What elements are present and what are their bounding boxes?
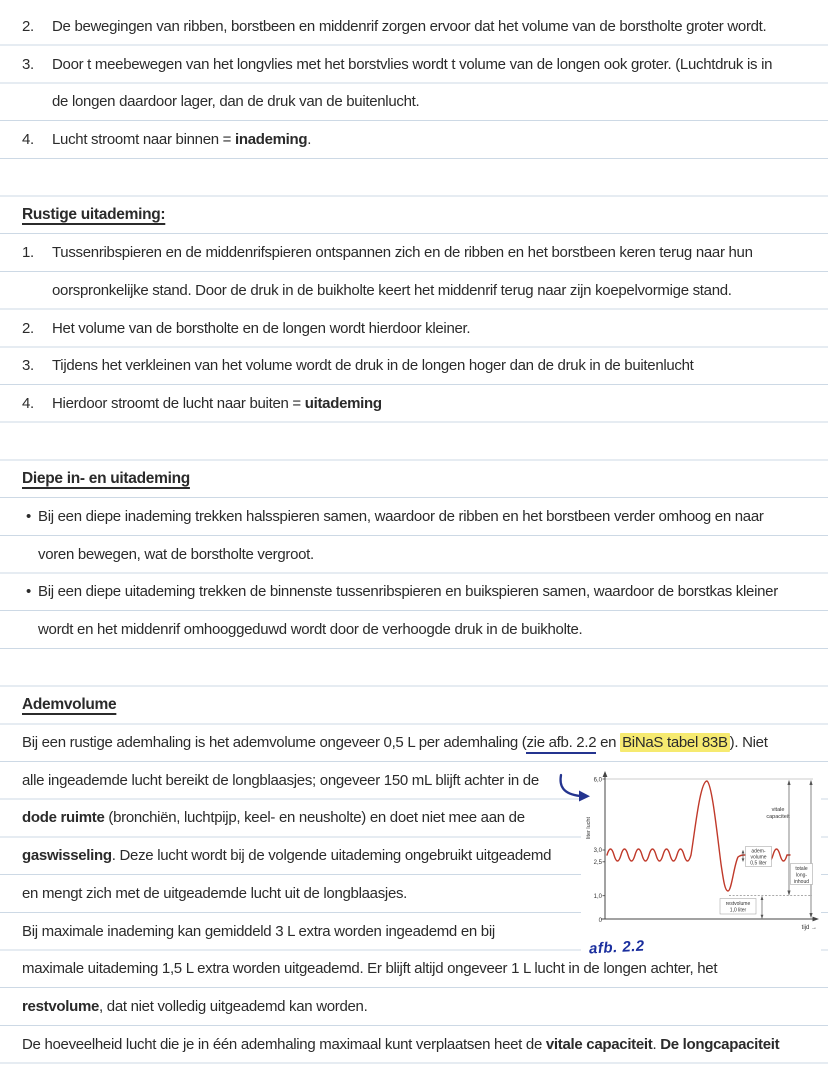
vitale-capaciteit-label: capaciteit xyxy=(766,814,790,820)
text-segment: maximale uitademing 1,5 L extra worden uitgeademd. Er blijft altijd ongeveer 1 L lucht in de longen achter, het xyxy=(22,960,718,978)
list-number: 4. xyxy=(22,394,34,412)
list-item xyxy=(0,8,828,46)
text-line xyxy=(0,799,599,837)
y-axis-title: liter lucht xyxy=(586,816,592,839)
text-segment: De longcapaciteit xyxy=(660,1035,780,1053)
text-line xyxy=(0,272,828,310)
notes-text xyxy=(0,8,828,1086)
list-number: 3. xyxy=(22,55,34,73)
text-segment: wordt en het middenrif omhooggeduwd wordt door de verhoogde druk in de buikholte. xyxy=(38,621,583,638)
text-segment: de longen daardoor lager, dan de druk van de buitenlucht. xyxy=(52,93,420,111)
text-line xyxy=(0,724,828,762)
x-axis-title: tijd → xyxy=(801,925,817,931)
list-item xyxy=(0,121,828,159)
text-segment: . xyxy=(652,1035,661,1053)
text-segment: vitale capaciteit xyxy=(545,1035,653,1053)
list-number: 3. xyxy=(22,357,34,375)
text-segment: Door t meebewegen van het longvlies met het borstvlies wordt t volume van de longen ook groter. (Luchtdruk is in xyxy=(52,55,773,73)
text-line xyxy=(0,762,599,800)
text-segment: dode ruimte xyxy=(22,809,105,827)
text-line xyxy=(0,950,828,988)
text-segment: en xyxy=(596,734,621,752)
text-segment: Diepe in- en uitademing xyxy=(22,470,190,488)
text-segment: Rustige uitademing: xyxy=(22,206,166,224)
list-item xyxy=(0,498,828,536)
y-tick-label: 0 xyxy=(598,917,602,924)
list-item xyxy=(0,46,828,84)
text-segment: (bronchiën, luchtpijp, keel- en neusholte) en doet niet mee aan de xyxy=(104,809,525,827)
text-segment: De bewegingen van ribben, borstbeen en middenrif zorgen ervoor dat het volume van de borstholte groter wordt. xyxy=(52,18,767,35)
totale-longinhoud-label: inhoud xyxy=(793,879,810,885)
text-segment: gaswisseling xyxy=(22,847,112,865)
text-segment: , dat niet volledig uitgeademd kan worden. xyxy=(99,997,368,1015)
text-line xyxy=(0,611,828,649)
blank-line xyxy=(0,1063,828,1086)
text-segment: Bij maximale inademing kan gemiddeld 3 L extra worden ingeademd en bij xyxy=(22,922,495,940)
blank-line xyxy=(0,649,828,687)
list-item xyxy=(0,234,828,272)
text-segment: . Deze lucht wordt bij de volgende uitademing ongebruikt uitgeademd xyxy=(111,847,552,865)
y-tick-label: 3,0 xyxy=(593,848,602,855)
text-segment: Hierdoor stroomt de lucht naar buiten = xyxy=(52,394,305,412)
section-heading xyxy=(0,460,828,498)
y-tick-label: 2,5 xyxy=(593,860,602,866)
list-number: 4. xyxy=(22,131,34,149)
text-segment: ). Niet xyxy=(729,734,768,752)
list-item xyxy=(0,347,828,385)
figure-caption: afb. 2.2 xyxy=(588,937,646,958)
totale-longinhoud-label: totale xyxy=(795,866,808,872)
restvolume-label: 1,0 liter xyxy=(729,907,747,914)
y-tick-label: 6,0 xyxy=(593,777,602,784)
text-line xyxy=(0,837,599,875)
text-segment: Bij een diepe inademing trekken halsspieren samen, waardoor de ribben en het borstbeen verder omhoog en naar xyxy=(38,507,764,525)
text-segment: Bij een diepe uitademing trekken de binnenste tussenribspieren en buikspieren samen, waardoor de borstkas kleiner xyxy=(38,583,778,601)
text-line xyxy=(0,988,828,1026)
list-item xyxy=(0,573,828,611)
text-line xyxy=(0,913,599,951)
list-number: 2. xyxy=(22,18,34,35)
bullet-icon: • xyxy=(26,583,31,601)
list-item xyxy=(0,310,828,348)
blank-line xyxy=(0,423,828,461)
text-segment: . xyxy=(307,131,312,149)
text-segment: en mengt zich met de uitgeademde lucht uit de longblaasjes. xyxy=(22,884,408,902)
text-segment: restvolume xyxy=(22,997,100,1015)
text-line xyxy=(0,536,828,574)
totale-longinhoud-label: long- xyxy=(795,872,808,879)
text-segment: De hoeveelheid lucht die je in één ademhaling maximaal kunt verplaatsen heet de xyxy=(22,1035,546,1053)
text-segment: voren bewegen, wat de borstholte vergroot. xyxy=(38,545,314,563)
text-segment: Lucht stroomt naar binnen = xyxy=(52,131,235,149)
text-segment: Tijdens het verkleinen van het volume wordt de druk in de longen hoger dan de druk in de buitenlucht xyxy=(52,357,694,375)
y-tick-label: 1,0 xyxy=(593,893,602,900)
text-segment: Tussenribspieren en de middenrifspieren ontspannen zich en de ribben en het borstbeen keren terug naar hun xyxy=(52,244,753,262)
bullet-icon: • xyxy=(26,507,31,525)
list-item xyxy=(0,385,828,423)
text-line xyxy=(0,83,828,121)
text-segment: Het volume van de borstholte en de longen wordt hierdoor kleiner. xyxy=(52,319,471,337)
text-segment: Ademvolume xyxy=(22,696,117,714)
blank-line xyxy=(0,159,828,197)
highlighted-text: BiNaS tabel 83B xyxy=(622,734,728,752)
restvolume-label: restvolume xyxy=(725,900,751,907)
text-segment: Bij een rustige ademhaling is het ademvolume ongeveer 0,5 L per ademhaling ( xyxy=(22,734,527,752)
text-segment: uitademing xyxy=(304,394,382,412)
section-heading xyxy=(0,196,828,234)
text-line xyxy=(0,875,599,913)
text-segment: inademing xyxy=(234,131,308,149)
figure-reference: zie afb. 2.2 xyxy=(526,734,596,754)
list-number: 2. xyxy=(22,319,34,337)
list-number: 1. xyxy=(22,244,34,262)
text-segment: alle ingeademde lucht bereikt de longblaasjes; ongeveer 150 mL blijft achter in de xyxy=(22,771,539,789)
vitale-capaciteit-label: vitale xyxy=(771,807,785,813)
ademvolume-label: adem- xyxy=(751,848,766,855)
ademvolume-label: volume xyxy=(750,854,767,861)
text-line xyxy=(0,1026,828,1064)
ademvolume-label: 0,5 liter xyxy=(750,860,767,867)
text-segment: oorspronkelijke stand. Door de druk in de buikholte keert het middenrif terug naar zijn koepelvormige stand. xyxy=(52,281,732,299)
section-heading xyxy=(0,686,828,724)
